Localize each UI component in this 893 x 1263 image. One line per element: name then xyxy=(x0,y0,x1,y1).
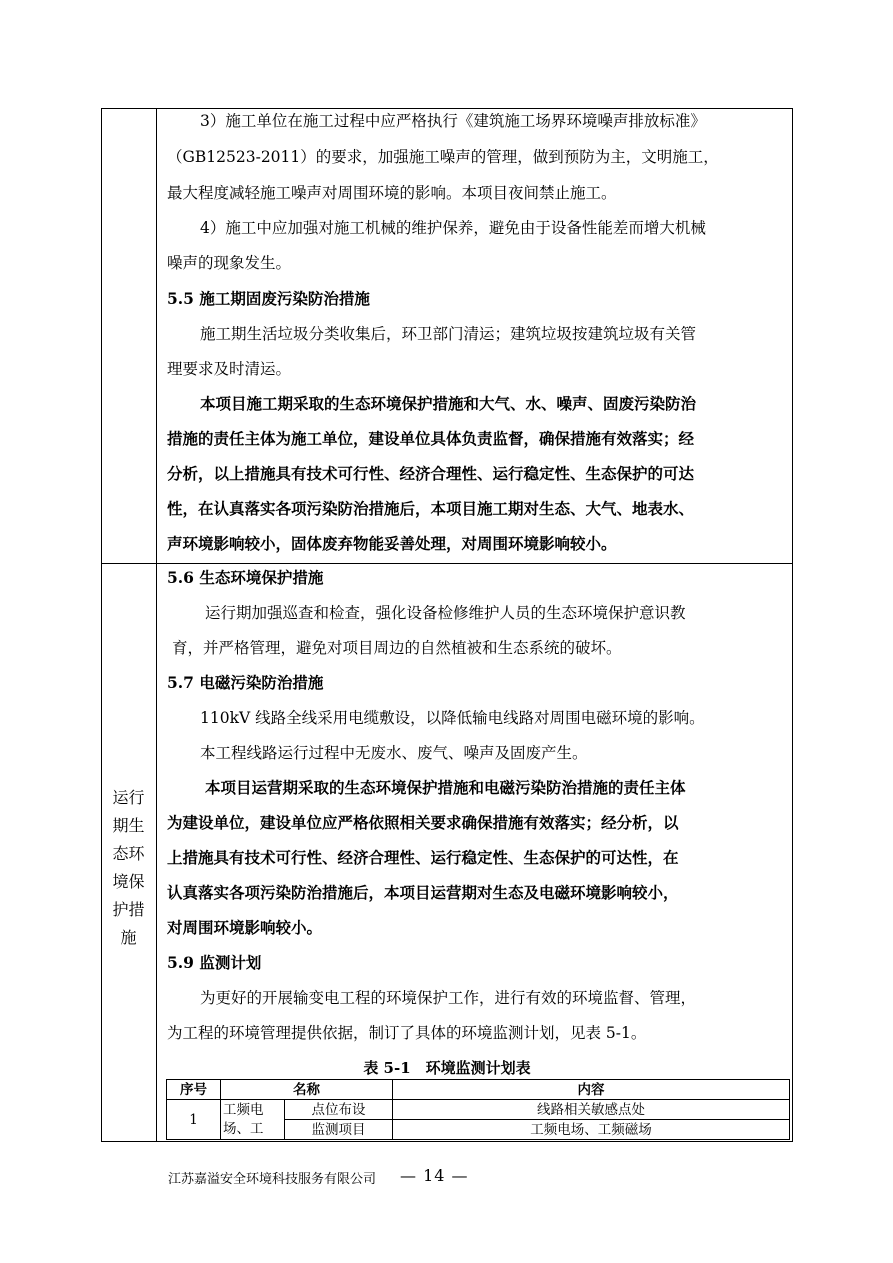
bold-text-line: 本项目施工期采取的生态环境保护措施和大气、水、噪声、固废污染防治 xyxy=(200,394,697,413)
bold-text-line: 声环境影响较小，固体废弃物能妥善处理，对周围环境影响较小。 xyxy=(167,534,617,553)
row-divider xyxy=(101,563,793,564)
header-name: 名称 xyxy=(221,1080,393,1100)
table-header-row xyxy=(167,1080,790,1100)
sub-item: 监测项目 xyxy=(285,1120,393,1140)
bold-text-line: 认真落实各项污染防治措施后，本项目运营期对生态及电磁环境影响较小， xyxy=(167,883,679,902)
section-heading-5-9: 5.9 监测计划 xyxy=(167,953,262,972)
row-no: 1 xyxy=(167,1100,221,1140)
section-heading-5-6: 5.6 生态环境保护措施 xyxy=(167,568,324,587)
bold-text-line: 措施的责任主体为施工单位，建设单位具体负责监督，确保措施有效落实；经 xyxy=(167,429,695,448)
text-line: 为工程的环境管理提供依据，制订了具体的环境监测计划，见表 5-1。 xyxy=(167,1024,647,1042)
table-caption: 表 5-1 环境监测计划表 xyxy=(363,1059,531,1077)
text-line: （GB12523-2011）的要求，加强施工噪声的管理，做到预防为主，文明施工， xyxy=(167,148,719,166)
sub-content: 线路相关敏感点处 xyxy=(393,1100,790,1120)
column-divider xyxy=(156,108,157,1142)
footer-page-number: — 14 — xyxy=(400,1166,469,1185)
bold-text-line: 本项目运营期采取的生态环境保护措施和电磁污染防治措施的责任主体 xyxy=(205,778,686,797)
text-line: 4）施工中应加强对施工机械的维护保养，避免由于设备性能差而增大机械 xyxy=(200,219,706,237)
monitoring-plan-table xyxy=(166,1079,790,1140)
text-line: 理要求及时清运。 xyxy=(167,360,292,378)
text-line: 噪声的现象发生。 xyxy=(167,254,292,272)
header-content: 内容 xyxy=(393,1080,790,1100)
row-name: 工频电场、工 xyxy=(221,1100,285,1140)
header-no: 序号 xyxy=(167,1080,221,1100)
bold-text-line: 分析，以上措施具有技术可行性、经济合理性、运行稳定性、生态保护的可达 xyxy=(167,464,695,483)
bold-text-line: 性，在认真落实各项污染防治措施后，本项目施工期对生态、大气、地表水、 xyxy=(167,499,695,518)
side-label: 运行 期生 态环 境保 护措 施 xyxy=(112,788,145,947)
bold-text-line: 上措施具有技术可行性、经济合理性、运行稳定性、生态保护的可达性，在 xyxy=(167,848,679,867)
text-line: 为更好的开展输变电工程的环境保护工作，进行有效的环境监督、管理， xyxy=(200,989,697,1007)
text-line: 施工期生活垃圾分类收集后，环卫部门清运；建筑垃圾按建筑垃圾有关管 xyxy=(200,325,697,343)
text-line: 110kV 线路全线采用电缆敷设，以降低输电线路对周围电磁环境的影响。 xyxy=(200,709,705,727)
sub-item: 点位布设 xyxy=(285,1100,393,1120)
sub-content: 工频电场、工频磁场 xyxy=(393,1120,790,1140)
table-row xyxy=(167,1100,790,1120)
bold-text-line: 对周围环境影响较小。 xyxy=(167,918,323,937)
text-line: 本工程线路运行过程中无废水、废气、噪声及固废产生。 xyxy=(200,744,588,762)
text-line: 育，并严格管理，避免对项目周边的自然植被和生态系统的破坏。 xyxy=(172,639,622,657)
bold-text-line: 为建设单位，建设单位应严格依照相关要求确保措施有效落实；经分析，以 xyxy=(167,813,679,832)
text-line: 3）施工单位在施工过程中应严格执行《建筑施工场界环境噪声排放标准》 xyxy=(200,112,706,130)
text-line: 运行期加强巡查和检查，强化设备检修维护人员的生态环境保护意识教 xyxy=(205,604,686,622)
text-line: 最大程度减轻施工噪声对周围环境的影响。本项目夜间禁止施工。 xyxy=(167,184,617,202)
section-heading-5-7: 5.7 电磁污染防治措施 xyxy=(167,673,324,692)
section-heading-5-5: 5.5 施工期固废污染防治措施 xyxy=(167,289,370,308)
footer-company: 江苏嘉溢安全环境科技服务有限公司 xyxy=(168,1172,377,1187)
